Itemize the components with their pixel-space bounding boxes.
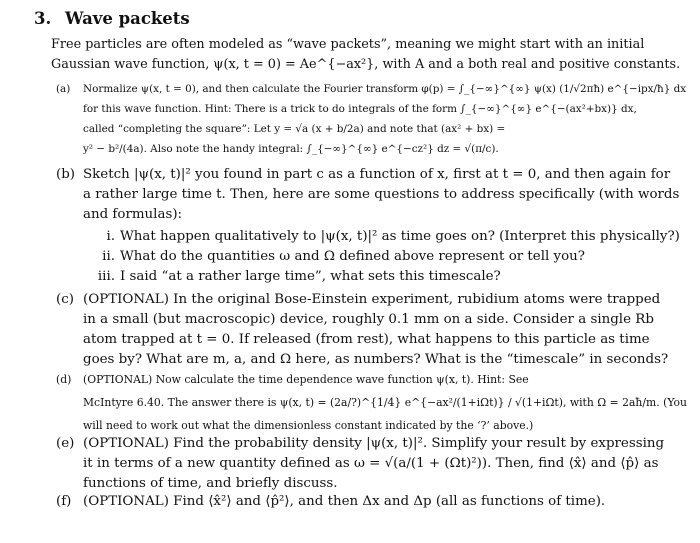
subitem-text: What do the quantities ω and Ω defined above represent or tell you? (120, 249, 585, 264)
part-line: functions of time, and briefly discuss. (83, 476, 338, 491)
part-line: for this wave function. Hint: There is a trick to do integrals of the form ∫_{−∞}^{∞} e^{−(ax²+bx)} dx, (83, 103, 637, 115)
subitem-ii (93, 247, 585, 267)
intro-paragraph (51, 35, 680, 75)
part-label: (e) (56, 436, 75, 451)
part-line: atom trapped at t = 0. If released (from rest), what happens to this particle as time (83, 332, 650, 347)
subitem-label: ii. (102, 249, 115, 264)
part-line: it in terms of a new quantity defined as ω = √(a/(1 + (Ωt)²)). Then, find ⟨x̂⟩ and ⟨p̂⟩ as (83, 456, 659, 471)
part-line: goes by? What are m, a, and Ω here, as numbers? What is the “timescale” in seconds? (83, 352, 669, 367)
subitem-i (93, 227, 680, 247)
part-b (56, 165, 679, 225)
part-line: (OPTIONAL) Find ⟨x̂²⟩ and ⟨p̂²⟩, and then Δx and Δp (all as functions of time). (83, 494, 606, 509)
part-line: a rather large time t. Then, here are some questions to address specifically (with words (83, 187, 680, 202)
subitem-iii (93, 267, 501, 287)
section-title: Wave packets (64, 9, 190, 28)
section-heading (34, 9, 190, 28)
part-label: (d) (56, 373, 72, 386)
part-line: (OPTIONAL) In the original Bose-Einstein experiment, rubidium atoms were trapped (83, 292, 661, 307)
intro-line: Gaussian wave function, ψ(x, t = 0) = Ae^{−ax²}, with A and a both real and positive constants. (51, 57, 681, 72)
part-line: (OPTIONAL) Find the probability density |ψ(x, t)|². Simplify your result by expressing (83, 436, 665, 451)
part-label: (f) (56, 494, 72, 509)
part-line: called “completing the square”: Let y = √a (x + b/2a) and note that (ax² + bx) = (83, 123, 506, 135)
part-label: (c) (56, 292, 74, 307)
part-line: will need to work out what the dimensionless constant indicated by the ‘?’ above.) (83, 419, 534, 432)
part-d (56, 370, 687, 436)
subitem-text: What happen qualitatively to |ψ(x, t)|² as time goes on? (Interpret this physically?) (120, 229, 680, 244)
subitem-label: i. (106, 229, 115, 244)
part-line: Normalize ψ(x, t = 0), and then calculate the Fourier transform φ(p) = ∫_{−∞}^{∞} ψ(x) (1/√2πħ) e^{−ipx/ħ} dx (83, 83, 687, 95)
part-c (56, 290, 668, 370)
part-e (56, 434, 664, 494)
subitem-label: iii. (97, 269, 115, 284)
part-line: Sketch |ψ(x, t)|² you found in part c as a function of x, first at t = 0, and then again for (83, 167, 671, 182)
part-line: in a small (but macroscopic) device, roughly 0.1 mm on a side. Consider a single Rb (83, 312, 654, 327)
intro-line: Free particles are often modeled as “wave packets”, meaning we might start with an initial (51, 37, 645, 52)
section-number: 3. (34, 9, 52, 28)
part-label: (a) (56, 83, 71, 95)
part-f (56, 492, 605, 512)
part-line: McIntyre 6.40. The answer there is ψ(x, t) = (2a/?)^{1/4} e^{−ax²/(1+iΩt)} / √(1+iΩt), with Ω = 2aħ/m. (You (83, 396, 687, 409)
subitem-text: I said “at a rather large time”, what sets this timescale? (120, 269, 501, 284)
part-line: (OPTIONAL) Now calculate the time dependence wave function ψ(x, t). Hint: See (83, 373, 529, 386)
part-line: and formulas): (83, 207, 183, 222)
part-line: y² − b²/(4a). Also note the handy integral: ∫_{−∞}^{∞} e^{−cz²} dz = √(π/c). (83, 143, 499, 155)
part-a (56, 79, 686, 159)
part-label: (b) (56, 167, 76, 182)
